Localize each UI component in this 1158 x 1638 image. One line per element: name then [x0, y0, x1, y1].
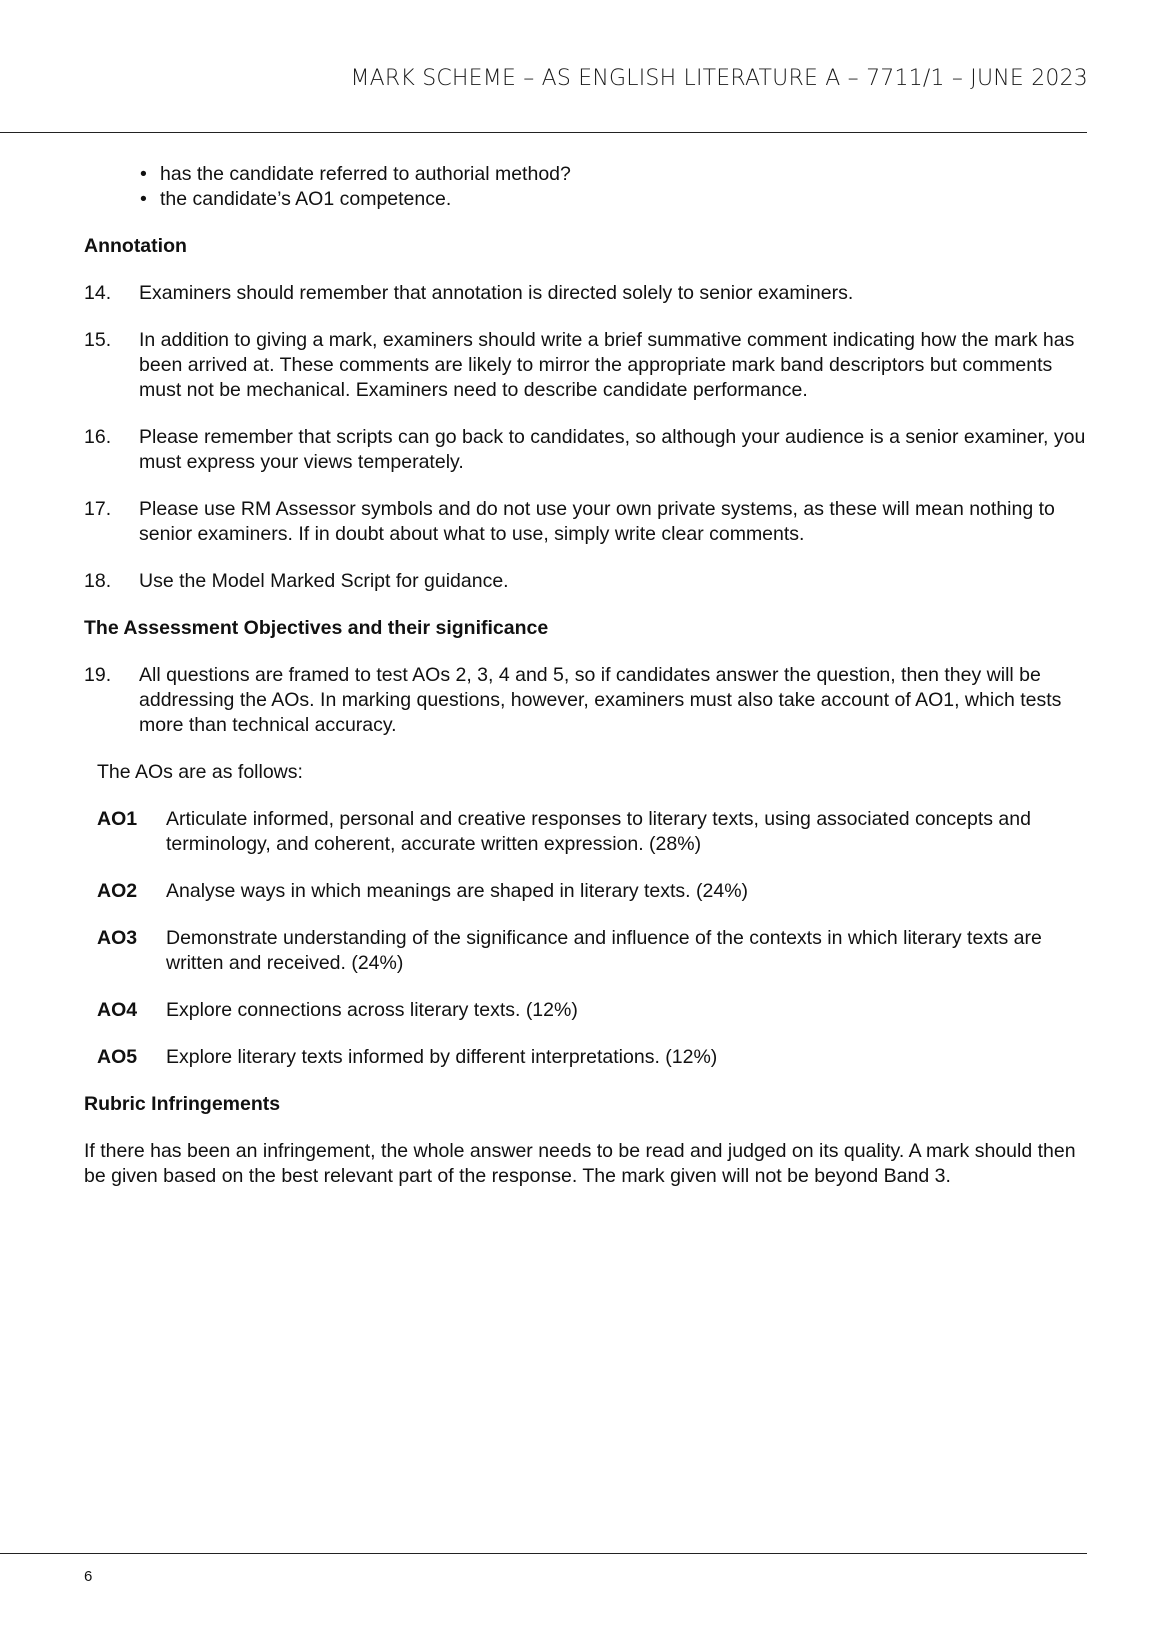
- bullet-list: [140, 162, 1094, 212]
- item-text: Examiners should remember that annotation is directed solely to senior examiners.: [139, 282, 854, 304]
- ao-code: AO1: [97, 808, 138, 830]
- numbered-item-15: [84, 328, 1094, 403]
- item-number: 17.: [84, 498, 112, 520]
- bullet-text: has the candidate referred to authorial method?: [160, 163, 571, 185]
- numbered-item-18: [84, 569, 1094, 594]
- ao-intro-text: The AOs are as follows:: [97, 761, 303, 783]
- item-text: Please use RM Assessor symbols and do not use your own private systems, as these will mean nothing to senior examiners. If in doubt about what to use, simply write clear comments.: [139, 498, 1055, 545]
- ao-description: Explore connections across literary texts. (12%): [166, 999, 578, 1021]
- item-number: 15.: [84, 329, 112, 351]
- ao-description: Demonstrate understanding of the significance and influence of the contexts in which literary texts are written and received. (24%): [166, 927, 1042, 974]
- bullet-text: the candidate’s AO1 competence.: [160, 188, 452, 210]
- bullet-icon: •: [140, 163, 147, 185]
- rubric-heading: Rubric Infringements: [84, 1093, 281, 1115]
- ao-code: AO4: [97, 999, 138, 1021]
- ao-code: AO5: [97, 1046, 138, 1068]
- ao-description: Analyse ways in which meanings are shaped in literary texts. (24%): [166, 880, 749, 902]
- ao-row-1: [97, 807, 1094, 857]
- ao-code: AO2: [97, 880, 138, 902]
- ao-row-3: [97, 926, 1094, 976]
- numbered-item-19: [84, 663, 1094, 738]
- item-text: Please remember that scripts can go back to candidates, so although your audience is a senior examiner, you must express your views temperately.: [139, 426, 1086, 473]
- ao-row-5: [97, 1045, 1094, 1070]
- bullet-item: [140, 187, 1094, 212]
- item-number: 19.: [84, 664, 112, 686]
- numbered-item-14: [84, 281, 1094, 306]
- numbered-item-16: [84, 425, 1094, 475]
- ao-row-4: [97, 998, 1094, 1023]
- item-text: All questions are framed to test AOs 2, 3, 4 and 5, so if candidates answer the question, then they will be addressing the AOs. In marking questions, however, examiners must also take account of AO1, which tests more than technical accuracy.: [139, 664, 1062, 736]
- ao-row-2: [97, 879, 1094, 904]
- item-number: 18.: [84, 570, 112, 592]
- annotation-heading: Annotation: [84, 235, 187, 257]
- item-text: Use the Model Marked Script for guidance.: [139, 570, 509, 592]
- rubric-paragraph: If there has been an infringement, the whole answer needs to be read and judged on its quality. A mark should then be given based on the best relevant part of the response. The mark given will not be beyond Band 3.: [84, 1140, 1076, 1187]
- item-number: 16.: [84, 426, 112, 448]
- item-number: 14.: [84, 282, 112, 304]
- page-number: 6: [84, 1568, 93, 1585]
- item-text: In addition to giving a mark, examiners should write a brief summative comment indicating how the mark has been arrived at. These comments are likely to mirror the appropriate mark band descriptors but comments must not be mechanical. Examiners need to describe candidate performance.: [139, 329, 1075, 401]
- ao-description: Articulate informed, personal and creative responses to literary texts, using associated concepts and terminology, and coherent, accurate written expression. (28%): [166, 808, 1031, 855]
- page-header-title: MARK SCHEME – AS ENGLISH LITERATURE A – 7711/1 – JUNE 2023: [350, 66, 1088, 91]
- objectives-heading: The Assessment Objectives and their significance: [84, 617, 549, 639]
- header-divider: [0, 132, 1087, 133]
- ao-code: AO3: [97, 927, 138, 949]
- bullet-icon: •: [140, 188, 147, 210]
- page-content: [84, 162, 1094, 1189]
- ao-description: Explore literary texts informed by different interpretations. (12%): [166, 1046, 718, 1068]
- footer-divider: [0, 1553, 1087, 1554]
- bullet-item: [140, 162, 1094, 187]
- numbered-item-17: [84, 497, 1094, 547]
